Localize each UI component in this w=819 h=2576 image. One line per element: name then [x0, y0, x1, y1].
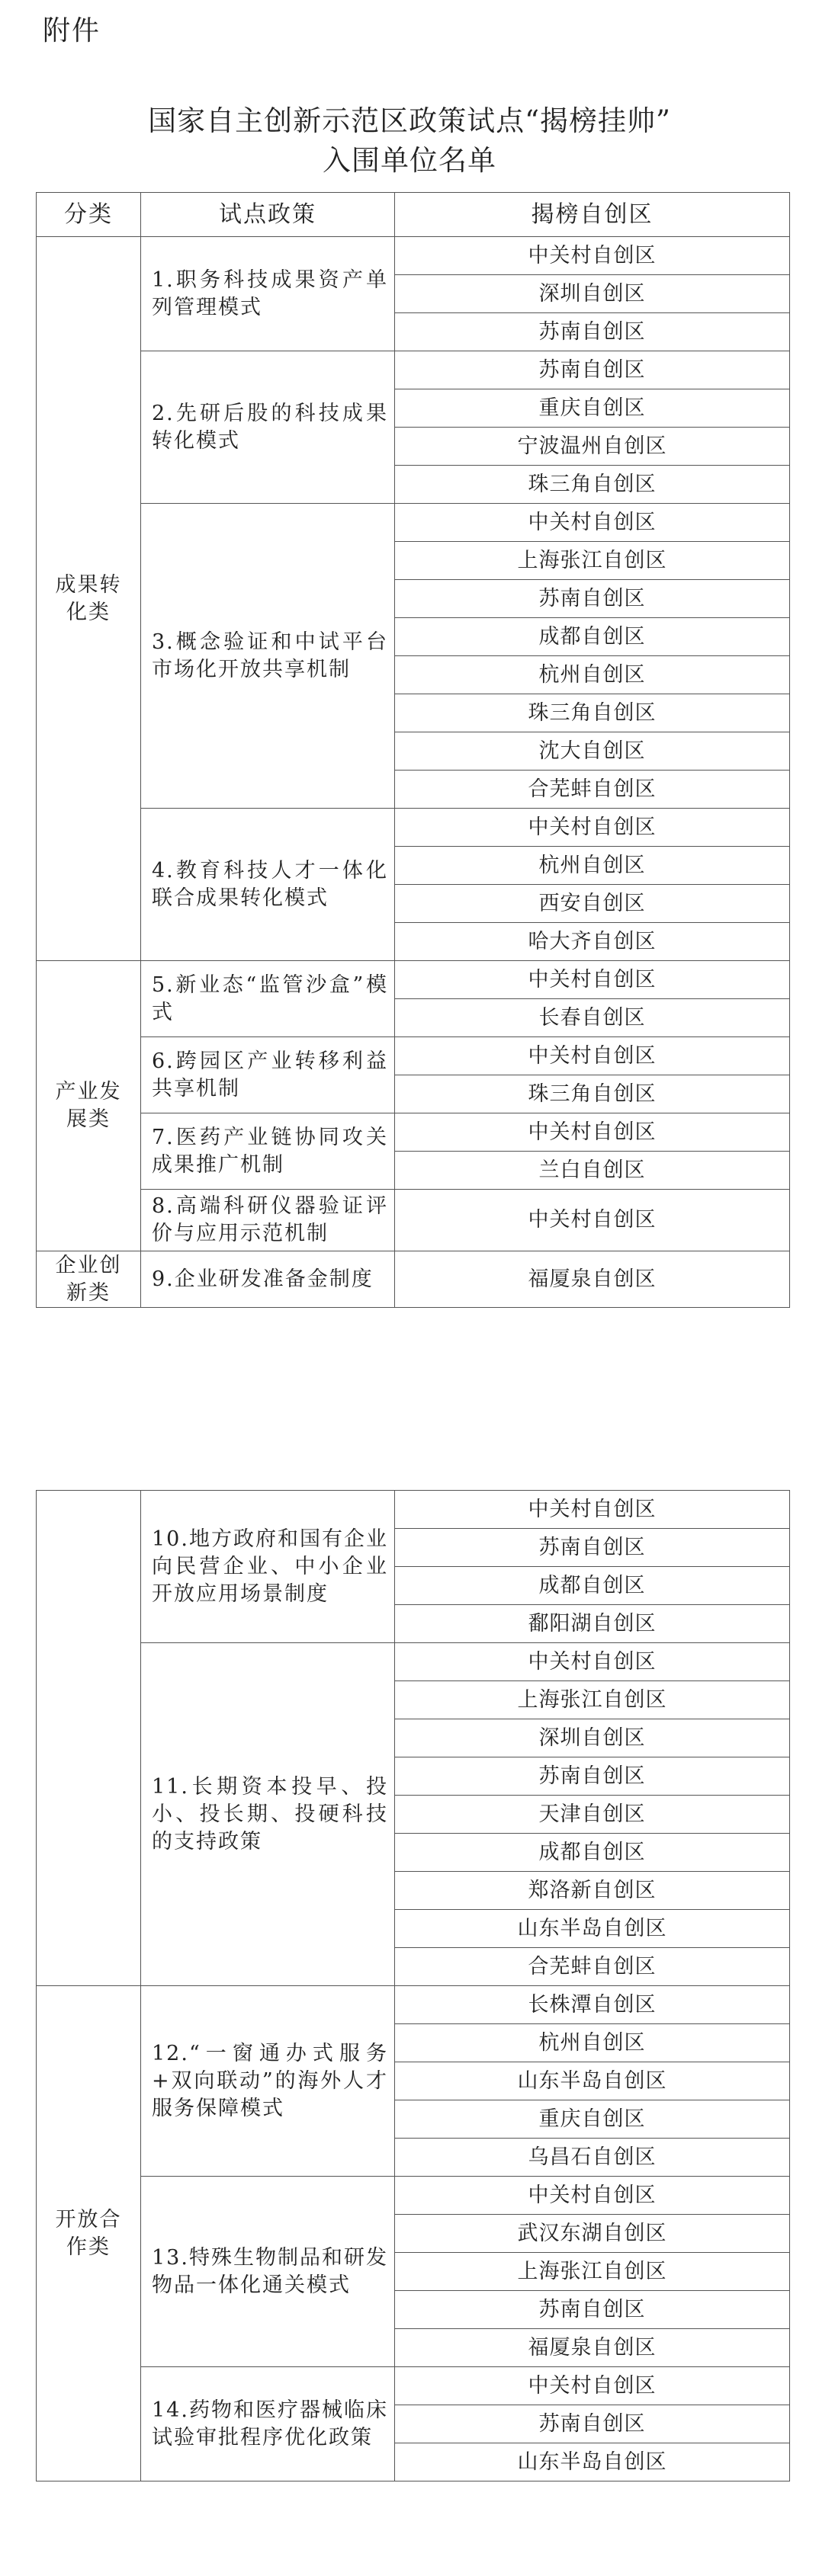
category-cell: 产业发展类 — [37, 961, 141, 1251]
zone-cell: 长春自创区 — [395, 999, 790, 1037]
category-cell: 成果转化类 — [37, 237, 141, 961]
zone-cell: 重庆自创区 — [395, 2100, 790, 2139]
table-row — [37, 2367, 790, 2405]
policy-cell: 6.跨园区产业转移利益共享机制 — [141, 1037, 395, 1113]
zone-cell: 宁波温州自创区 — [395, 428, 790, 466]
zone-cell: 上海张江自创区 — [395, 1681, 790, 1719]
policy-cell: 9.企业研发准备金制度 — [141, 1251, 395, 1308]
zone-cell: 杭州自创区 — [395, 2024, 790, 2062]
zone-cell: 长株潭自创区 — [395, 1986, 790, 2024]
header-zone: 揭榜自创区 — [395, 193, 790, 237]
table-row — [37, 2177, 790, 2215]
zone-cell: 中关村自创区 — [395, 961, 790, 999]
header-row — [37, 193, 790, 237]
zone-cell: 郑洛新自创区 — [395, 1872, 790, 1910]
policy-cell: 3.概念验证和中试平台市场化开放共享机制 — [141, 504, 395, 809]
policy-cell: 7.医药产业链协同攻关成果推广机制 — [141, 1113, 395, 1190]
zone-cell: 山东半岛自创区 — [395, 2443, 790, 2481]
table-row — [37, 237, 790, 275]
zone-cell: 天津自创区 — [395, 1796, 790, 1834]
policy-cell: 1.职务科技成果资产单列管理模式 — [141, 237, 395, 351]
policy-cell: 5.新业态“监管沙盒”模式 — [141, 961, 395, 1037]
zone-cell: 深圳自创区 — [395, 275, 790, 313]
zone-cell: 苏南自创区 — [395, 2405, 790, 2443]
zone-cell: 成都自创区 — [395, 1834, 790, 1872]
zone-cell: 中关村自创区 — [395, 1643, 790, 1681]
zone-cell: 山东半岛自创区 — [395, 1910, 790, 1948]
table-row — [37, 1037, 790, 1075]
zone-cell: 西安自创区 — [395, 885, 790, 923]
zone-cell: 合芜蚌自创区 — [395, 771, 790, 809]
zone-cell: 苏南自创区 — [395, 313, 790, 351]
zone-cell: 中关村自创区 — [395, 1113, 790, 1152]
policy-cell: 14.药物和医疗器械临床试验审批程序优化政策 — [141, 2367, 395, 2481]
zone-cell: 中关村自创区 — [395, 2367, 790, 2405]
table-row — [37, 1251, 790, 1308]
page-subtitle: 入围单位名单 — [323, 144, 496, 177]
table-row — [37, 351, 790, 389]
zone-cell: 深圳自创区 — [395, 1719, 790, 1757]
zone-cell: 中关村自创区 — [395, 504, 790, 542]
zone-cell: 武汉东湖自创区 — [395, 2215, 790, 2253]
zone-cell: 哈大齐自创区 — [395, 923, 790, 961]
zone-cell: 杭州自创区 — [395, 847, 790, 885]
table-row — [37, 961, 790, 999]
pilot-table-part2 — [36, 1490, 790, 2481]
zone-cell: 苏南自创区 — [395, 351, 790, 389]
header-category: 分类 — [37, 193, 141, 237]
zone-cell: 杭州自创区 — [395, 656, 790, 694]
table-row — [37, 504, 790, 542]
zone-cell: 上海张江自创区 — [395, 2253, 790, 2291]
table-row — [37, 1491, 790, 1529]
header-policy: 试点政策 — [141, 193, 395, 237]
page-title: 国家自主创新示范区政策试点“揭榜挂帅” — [148, 104, 671, 137]
zone-cell: 鄱阳湖自创区 — [395, 1605, 790, 1643]
table-row — [37, 1986, 790, 2024]
zone-cell: 中关村自创区 — [395, 1190, 790, 1251]
zone-cell: 珠三角自创区 — [395, 1075, 790, 1113]
zone-cell: 中关村自创区 — [395, 1037, 790, 1075]
zone-cell: 珠三角自创区 — [395, 466, 790, 504]
category-cell: 开放合作类 — [37, 1986, 141, 2481]
zone-cell: 苏南自创区 — [395, 580, 790, 618]
zone-cell: 苏南自创区 — [395, 1757, 790, 1796]
table-row — [37, 809, 790, 847]
zone-cell: 重庆自创区 — [395, 389, 790, 428]
category-cell — [37, 1491, 141, 1986]
policy-cell: 4.教育科技人才一体化联合成果转化模式 — [141, 809, 395, 961]
zone-cell: 成都自创区 — [395, 1567, 790, 1605]
table-row — [37, 1643, 790, 1681]
policy-cell: 10.地方政府和国有企业向民营企业、中小企业开放应用场景制度 — [141, 1491, 395, 1643]
zone-cell: 沈大自创区 — [395, 732, 790, 771]
zone-cell: 福厦泉自创区 — [395, 1251, 790, 1308]
zone-cell: 福厦泉自创区 — [395, 2329, 790, 2367]
table-row — [37, 1113, 790, 1152]
policy-cell: 13.特殊生物制品和研发物品一体化通关模式 — [141, 2177, 395, 2367]
zone-cell: 成都自创区 — [395, 618, 790, 656]
zone-cell: 珠三角自创区 — [395, 694, 790, 732]
zone-cell: 乌昌石自创区 — [395, 2139, 790, 2177]
zone-cell: 兰白自创区 — [395, 1152, 790, 1190]
policy-cell: 2.先研后股的科技成果转化模式 — [141, 351, 395, 504]
zone-cell: 中关村自创区 — [395, 809, 790, 847]
zone-cell: 山东半岛自创区 — [395, 2062, 790, 2100]
policy-cell: 11.长期资本投早、投小、投长期、投硬科技的支持政策 — [141, 1643, 395, 1986]
policy-cell: 12.“一窗通办式服务+双向联动”的海外人才服务保障模式 — [141, 1986, 395, 2177]
category-cell: 企业创新类 — [37, 1251, 141, 1308]
zone-cell: 苏南自创区 — [395, 2291, 790, 2329]
zone-cell: 合芜蚌自创区 — [395, 1948, 790, 1986]
zone-cell: 苏南自创区 — [395, 1529, 790, 1567]
zone-cell: 上海张江自创区 — [395, 542, 790, 580]
policy-cell: 8.高端科研仪器验证评价与应用示范机制 — [141, 1190, 395, 1251]
pilot-table-part1 — [36, 192, 790, 1308]
zone-cell: 中关村自创区 — [395, 1491, 790, 1529]
zone-cell: 中关村自创区 — [395, 2177, 790, 2215]
zone-cell: 中关村自创区 — [395, 237, 790, 275]
table-row — [37, 1190, 790, 1251]
attachment-label: 附件 — [43, 15, 101, 46]
